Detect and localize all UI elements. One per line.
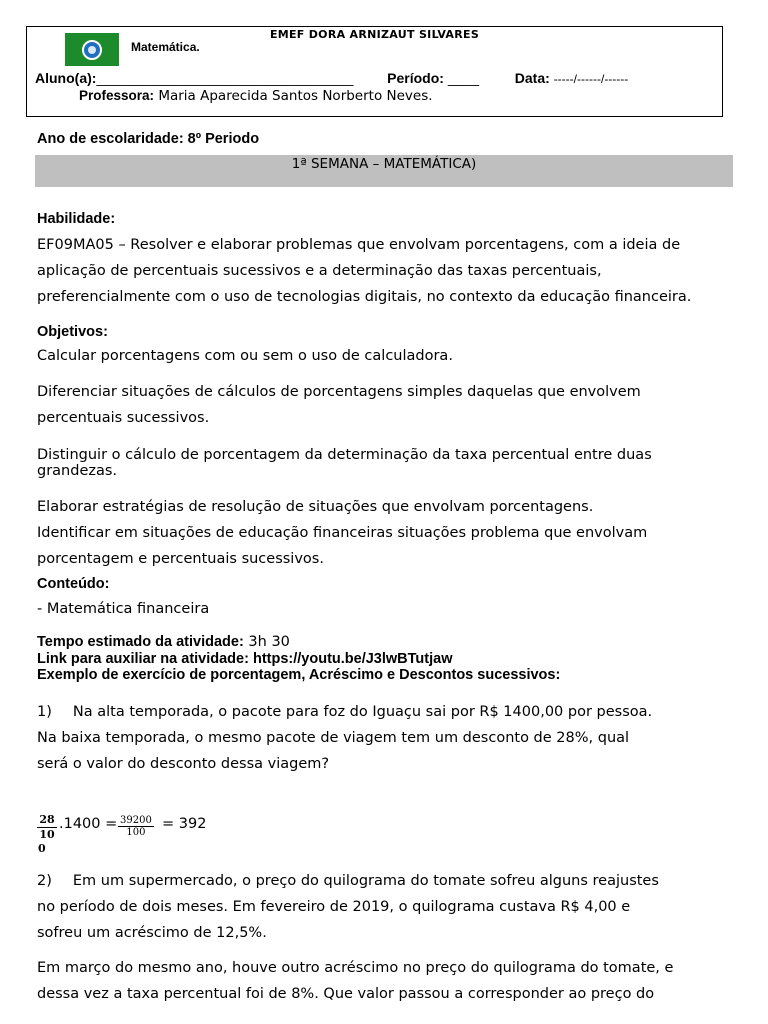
question-1-text: Na alta temporada, o pacote para foz do Iguaçu sai por R$ 1400,00 por pessoa. — [72, 704, 653, 720]
subject-name: Matemática. — [131, 40, 200, 54]
objective-2 — [37, 379, 641, 431]
student-blank[interactable]: _________________________________ — [96, 70, 354, 86]
example-title: Exemplo de exercício de porcentagem, Acréscimo e Descontos sucessivos: — [37, 667, 561, 683]
question-2-text: Em um supermercado, o preço do quilograma do tomate sofreu alguns reajustes — [72, 873, 659, 889]
objective-line: Distinguir o cálculo de porcentagem da determinação da taxa percentual entre duas — [37, 447, 652, 463]
time-label: Tempo estimado da atividade: — [37, 634, 244, 650]
teacher-name: Maria Aparecida Santos Norberto Neves. — [158, 88, 433, 104]
fraction-b — [118, 815, 154, 838]
calc-result: = 392 — [162, 816, 207, 832]
date-label: Data: — [514, 70, 550, 86]
week-banner — [35, 155, 733, 187]
skill-text — [37, 232, 691, 310]
school-flag-icon — [65, 33, 119, 66]
question-2-line: Em março do mesmo ano, houve outro acréscimo no preço do quilograma do tomate, e — [37, 960, 674, 976]
time-value: 3h 30 — [248, 634, 290, 650]
calc-middle: .1400 = — [59, 816, 118, 832]
question-number: 2) — [37, 873, 52, 889]
question-1 — [37, 699, 652, 777]
objective-4 — [37, 494, 647, 572]
fraction-b-numerator: 39200 — [120, 815, 152, 826]
question-2-continued — [37, 955, 673, 1007]
student-info-row — [35, 70, 628, 86]
question-1-line: será o valor do desconto dessa viagem? — [37, 756, 330, 772]
school-name: EMEF DORA ARNIZAUT SILVARES — [269, 28, 480, 41]
period-blank[interactable]: ____ — [447, 70, 479, 86]
grade-line: Ano de escolaridade: 8º Periodo — [37, 131, 260, 147]
skill-label: Habilidade: — [37, 211, 116, 227]
objective-1: Calcular porcentagens com ou sem o uso de calculadora. — [37, 348, 453, 364]
objective-line: Diferenciar situações de cálculos de porcentagens simples daquelas que envolvem — [37, 384, 641, 400]
objective-line: Identificar em situações de educação financeiras situações problema que envolvam — [37, 525, 648, 541]
fraction-a-denominator-cont: 0 — [38, 842, 46, 855]
skill-line: preferencialmente com o uso de tecnologias digitais, no contexto da educação financeira. — [37, 289, 692, 305]
date-value[interactable]: -----/------/------ — [553, 72, 629, 86]
fraction-b-denominator: 100 — [126, 827, 146, 838]
skill-line: aplicação de percentuais sucessivos e a determinação das taxas percentuais, — [37, 263, 602, 279]
content-item: - Matemática financeira — [37, 601, 210, 617]
fraction-a — [37, 813, 57, 856]
week-title: 1ª SEMANA – MATEMÁTICA) — [291, 156, 477, 172]
question-2 — [37, 868, 659, 946]
teacher-label: Professora: — [79, 88, 155, 103]
question-2-line — [37, 868, 659, 894]
student-label: Aluno(a): — [35, 70, 97, 86]
link-label: Link para auxiliar na atividade: — [37, 651, 249, 667]
question-number: 1) — [37, 704, 52, 720]
fraction-a-numerator: 28 — [37, 813, 57, 828]
objective-line: grandezas. — [37, 463, 118, 479]
question-2-line: dessa vez a taxa percentual foi de 8%. Que valor passou a corresponder ao preço do — [37, 986, 655, 1002]
time-row — [37, 634, 290, 650]
teacher-row — [79, 88, 433, 104]
link-row — [37, 651, 452, 667]
content-label: Conteúdo: — [37, 576, 110, 592]
period-label: Período: — [387, 70, 444, 86]
question-2-line: no período de dois meses. Em fevereiro de 2019, o quilograma custava R$ 4,00 e — [37, 899, 631, 915]
fraction-a-denominator: 10 — [39, 828, 55, 841]
objective-3 — [37, 447, 652, 479]
objectives-label: Objetivos: — [37, 324, 108, 340]
objective-line: percentuais sucessivos. — [37, 410, 210, 426]
objective-line: porcentagem e percentuais sucessivos. — [37, 551, 324, 567]
skill-line: EF09MA05 – Resolver e elaborar problemas que envolvam porcentagens, com a ideia de — [37, 237, 681, 253]
header-box — [26, 26, 723, 117]
question-2-line: sofreu um acréscimo de 12,5%. — [37, 925, 267, 941]
question-1-line: Na baixa temporada, o mesmo pacote de viagem tem um desconto de 28%, qual — [37, 730, 630, 746]
link-url[interactable]: https://youtu.be/J3lwBTutjaw — [252, 651, 453, 667]
objective-line: Elaborar estratégias de resolução de situações que envolvam porcentagens. — [37, 499, 594, 515]
question-1-line — [37, 699, 652, 725]
